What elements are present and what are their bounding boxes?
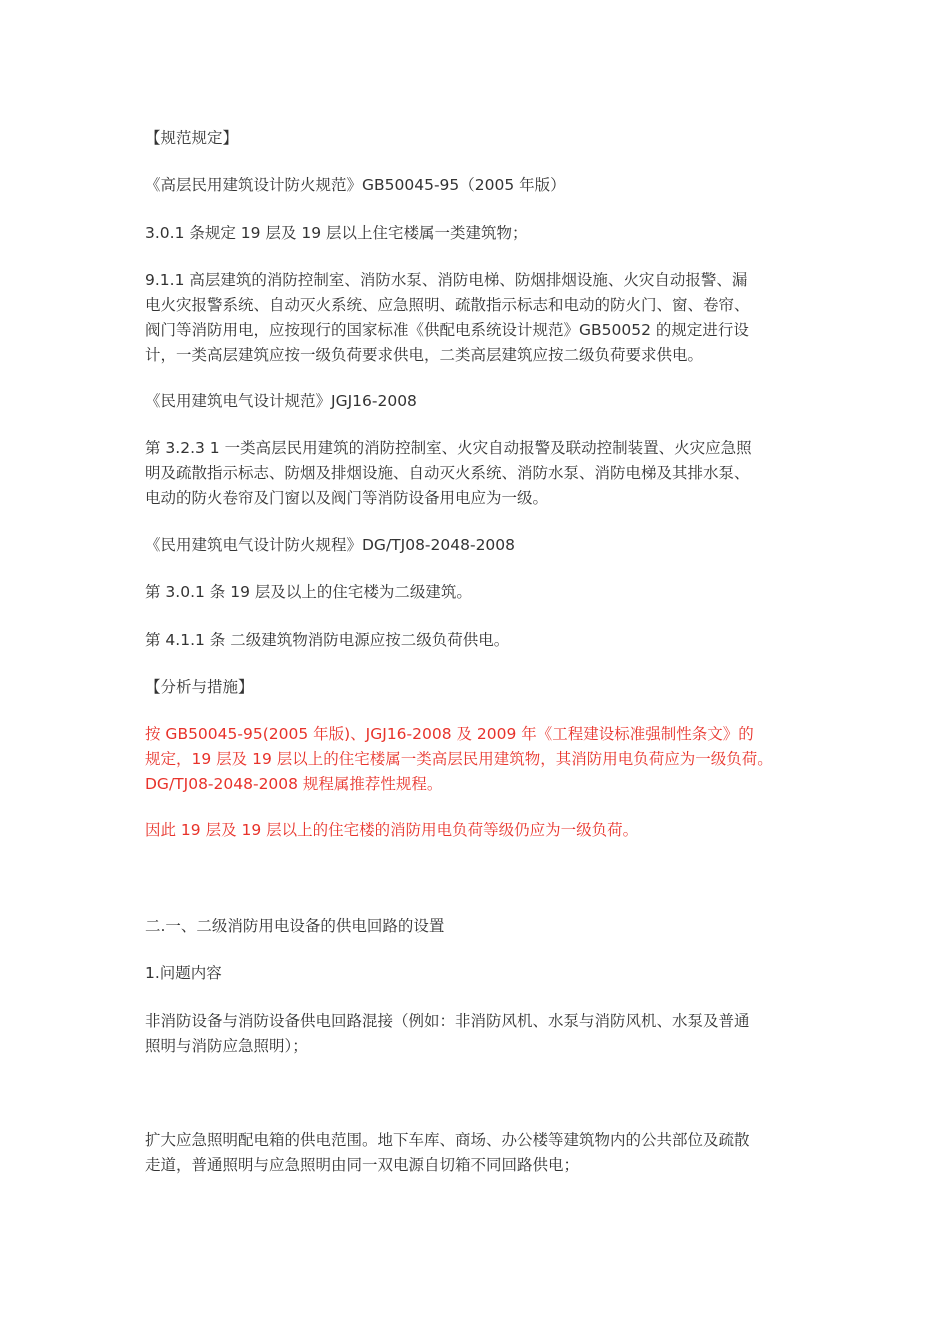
text-line: 计，一类高层建筑应按一级负荷要求供电，二类高层建筑应按二级负荷要求供电。 (145, 346, 704, 364)
text-line: 扩大应急照明配电箱的供电范围。地下车库、商场、办公楼等建筑物内的公共部位及疏散 (145, 1131, 750, 1149)
section-heading-circuit-setting: 二.一、二级消防用电设备的供电回路的设置 (145, 917, 445, 935)
clause-3-2-3 (145, 436, 815, 511)
text-line: 第 3.2.3 1 一类高层民用建筑的消防控制室、火灾自动报警及联动控制装置、火灾应急照 (145, 439, 752, 457)
text-line: 阀门等消防用电，应按现行的国家标准《供配电系统设计规范》GB50052 的规定进行设 (145, 321, 749, 339)
text-line: 规定，19 层及 19 层以上的住宅楼属一类高层民用建筑物，其消防用电负荷应为一级负荷。 (145, 750, 773, 768)
text-line: 电火灾报警系统、自动灭火系统、应急照明、疏散指示标志和电动的防火门、窗、卷帘、 (145, 296, 750, 314)
analysis-paragraph (145, 722, 815, 797)
conclusion-paragraph: 因此 19 层及 19 层以上的住宅楼的消防用电负荷等级仍应为一级负荷。 (145, 821, 639, 839)
text-line: 电动的防火卷帘及门窗以及阀门等消防设备用电应为一级。 (145, 489, 549, 507)
text-line: 按 GB50045-95(2005 年版)、JGJ16-2008 及 2009 年《工程建设标准强制性条文》的 (145, 725, 754, 743)
clause-4-1-1: 第 4.1.1 条 二级建筑物消防电源应按二级负荷供电。 (145, 631, 510, 649)
text-line: 走道，普通照明与应急照明由同一双电源自切箱不同回路供电； (145, 1156, 580, 1174)
text-line: 非消防设备与消防设备供电回路混接（例如：非消防风机、水泵与消防风机、水泵及普通 (145, 1012, 750, 1030)
standard-title-gb50045: 《高层民用建筑设计防火规范》GB50045-95（2005 年版） (145, 176, 566, 194)
subheading-problem-content: 1.问题内容 (145, 964, 222, 982)
problem-item-1 (145, 1009, 815, 1059)
clause-3-0-1-dg: 第 3.0.1 条 19 层及以上的住宅楼为二级建筑。 (145, 583, 472, 601)
problem-item-2 (145, 1128, 815, 1178)
text-line: 9.1.1 高层建筑的消防控制室、消防水泵、消防电梯、防烟排烟设施、火灾自动报警、漏 (145, 271, 748, 289)
text-line: 照明与消防应急照明）； (145, 1037, 308, 1055)
text-line: DG/TJ08-2048-2008 规程属推荐性规程。 (145, 775, 443, 793)
clause-9-1-1 (145, 268, 815, 368)
text-line: 明及疏散指示标志、防烟及排烟设施、自动灭火系统、消防水泵、消防电梯及其排水泵、 (145, 464, 750, 482)
section-heading-analysis: 【分析与措施】 (145, 678, 254, 696)
standard-title-dgtj08: 《民用建筑电气设计防火规程》DG/TJ08-2048-2008 (145, 536, 516, 554)
section-heading-code-rules: 【规范规定】 (145, 129, 239, 147)
standard-title-jgj16: 《民用建筑电气设计规范》JGJ16-2008 (145, 392, 417, 410)
clause-3-0-1: 3.0.1 条规定 19 层及 19 层以上住宅楼属一类建筑物； (145, 224, 528, 242)
